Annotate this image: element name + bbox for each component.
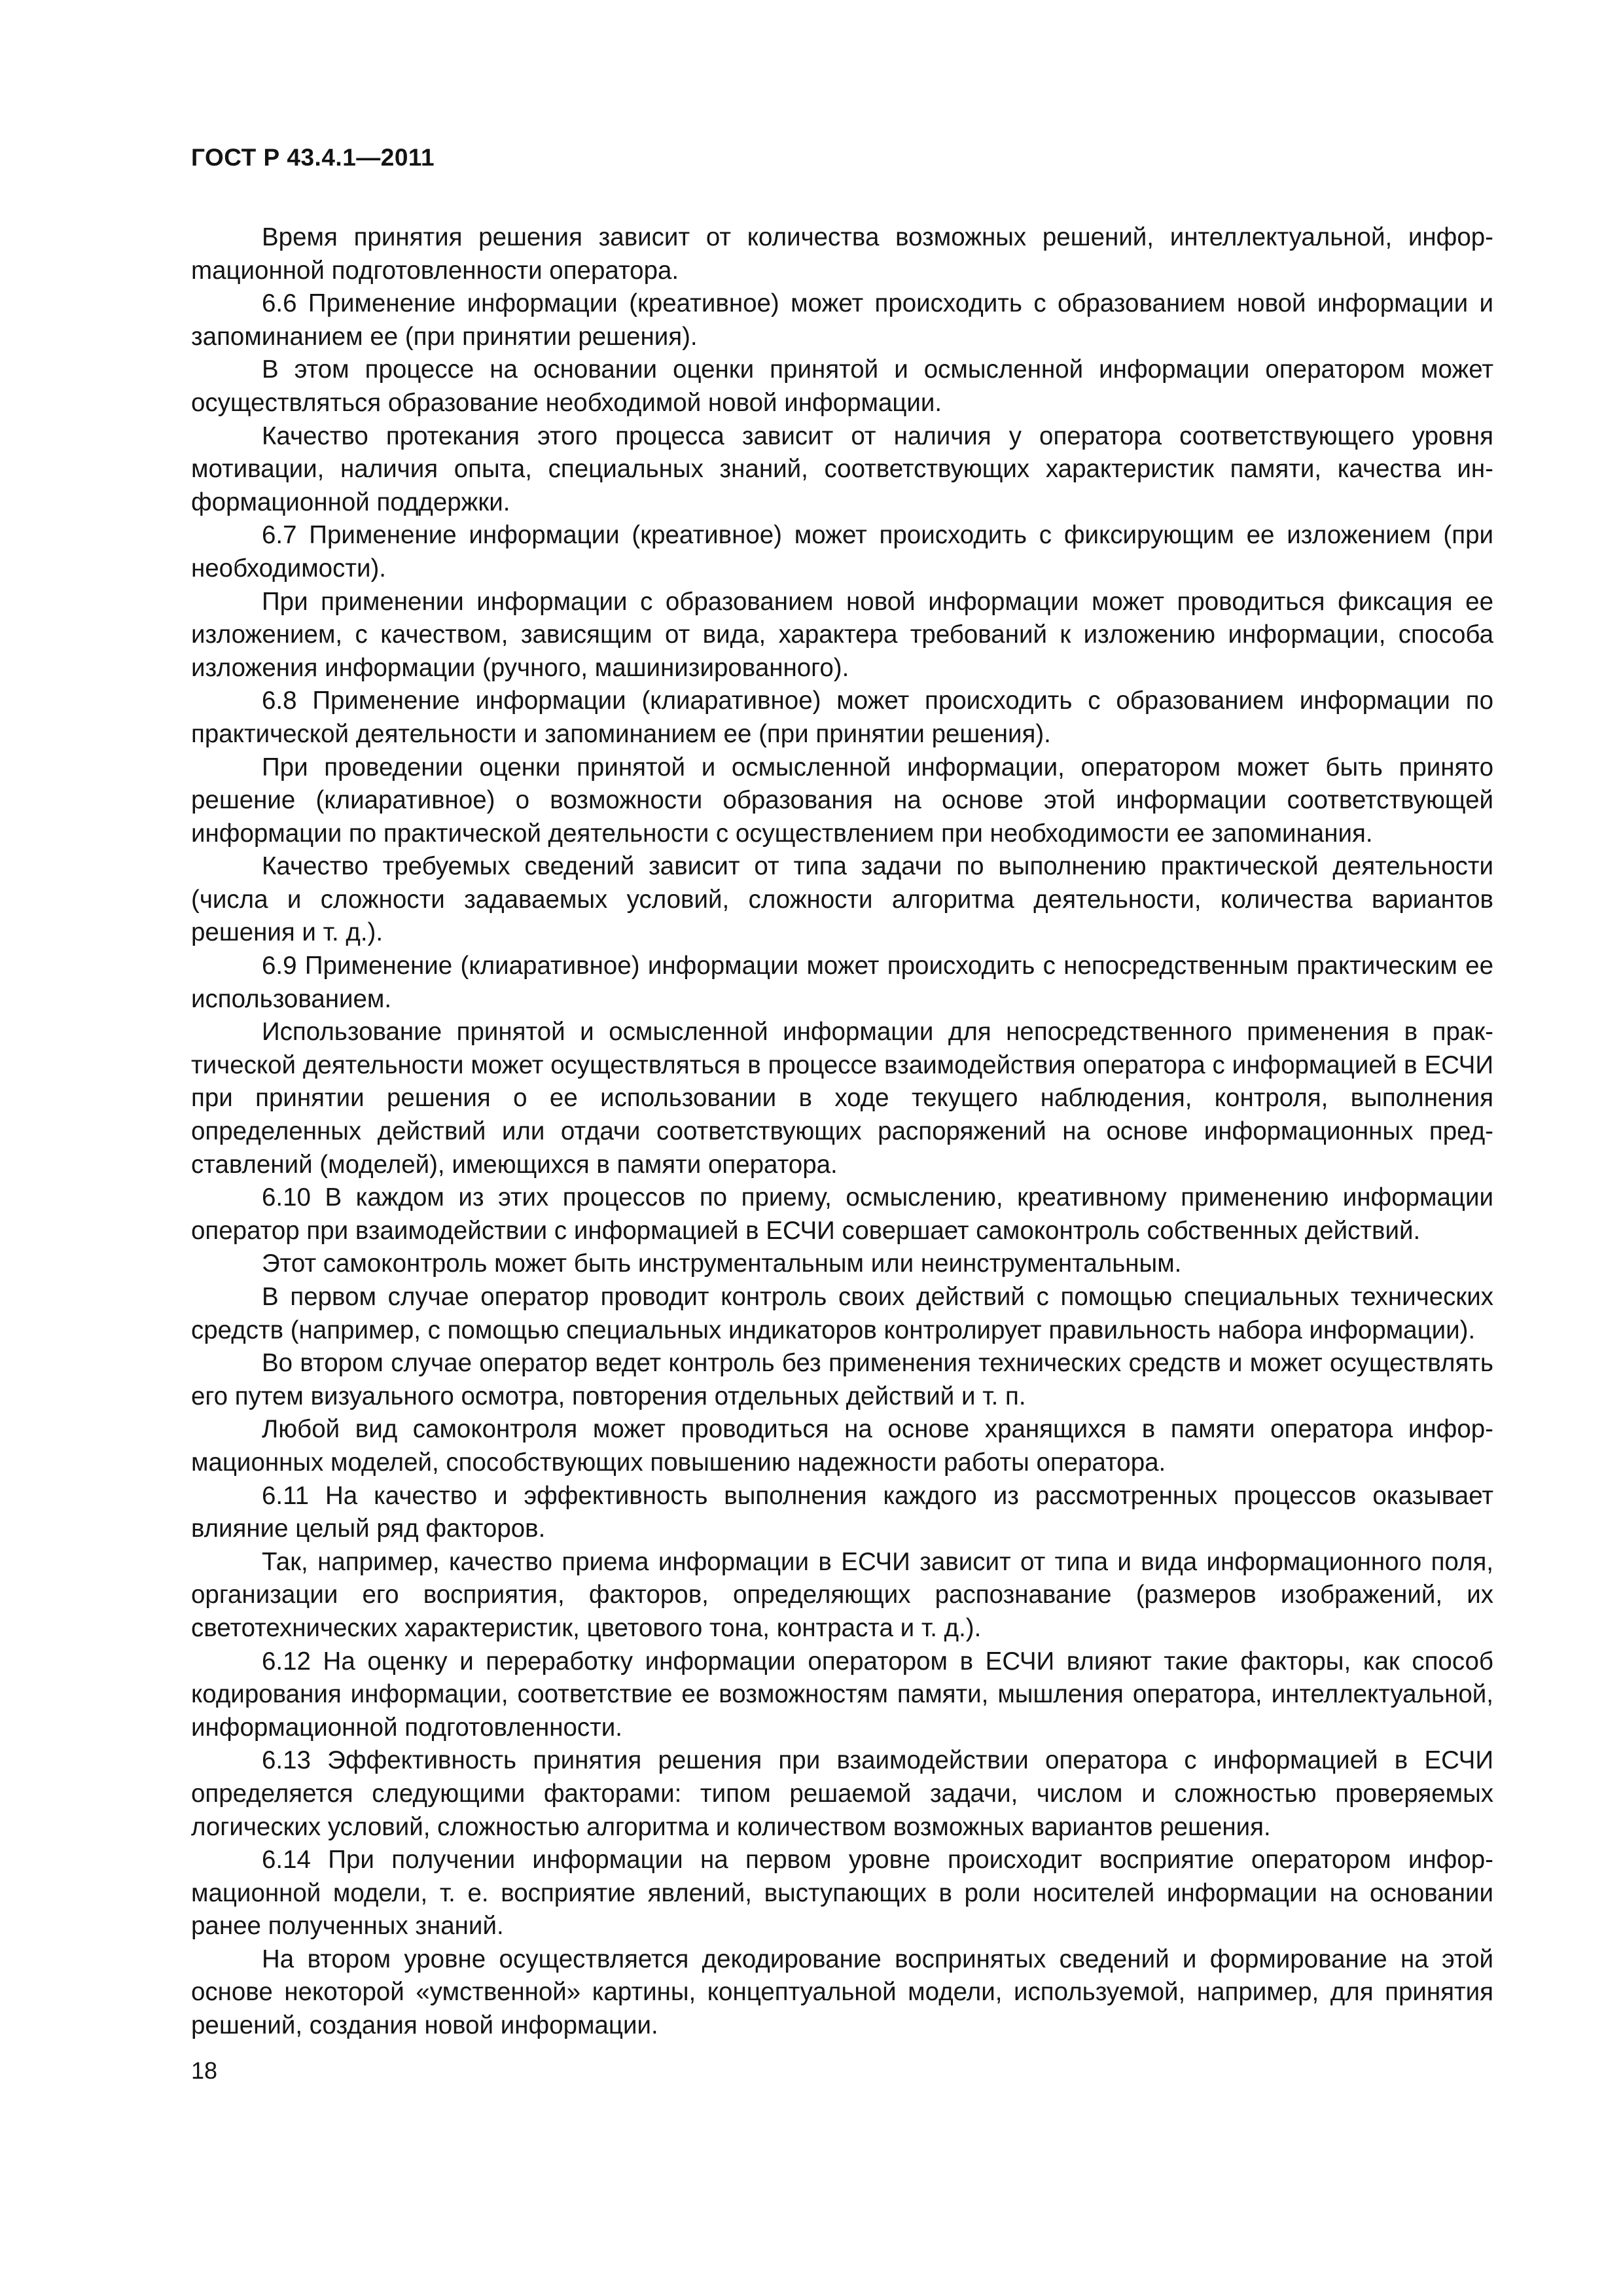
paragraph: Во втором случае оператор ведет контроль без применения технических средств и может осуществлять его путем визуального осмотра, повторения отдельных действий и т. п.	[191, 1349, 1493, 1410]
paragraph: 6.6 Применение информации (креативное) может происходить с образованием новой информации и запоминанием ее (при принятии решения).	[191, 289, 1493, 351]
paragraph: 6.11 На качество и эффективность выполнения каждого из рассмотренных процессов оказывает влияние целый ряд факторов.	[191, 1481, 1493, 1543]
standard-code-header: ГОСТ Р 43.4.1—2011	[191, 144, 435, 171]
paragraph: Любой вид самоконтроля может проводиться на основе хранящихся в памяти оператора информационных моделей, способствующих повышению надежности работы оператора.	[191, 1415, 1493, 1477]
paragraph: В первом случае оператор проводит контроль своих действий с помощью специальных технических средств (например, с помощью специальных индикаторов контролирует правильность набора информации).	[191, 1283, 1493, 1344]
paragraph: При применении информации с образованием новой информации может проводиться фиксация ее изложением, с качеством, зависящим от вида, характера требований к изложению информации, способа изложения информации (ручного, машинизированного).	[191, 587, 1493, 682]
paragraph: 6.9 Применение (клиаративное) информации может происходить с непосредственным практическим ее использованием.	[191, 952, 1493, 1013]
paragraph: При проведении оценки принятой и осмысленной информации, оператором может быть принято решение (клиаративное) о возможности образования на основе этой информации соответствующей информации по практической деятельности с осуществлением при необходимости ее запоминания.	[191, 753, 1493, 848]
paragraph: Использование принятой и осмысленной информации для непосредственного применения в практической деятельности может осуществляться в процессе взаимодействия оператора с информацией в ЕСЧИ при принятии решения о ее использовании в ходе текущего наблюдения, контроля, выполнения определенных действий или отдачи соответствующих распоряжений на основе информационных представлений (моделей), имеющихся в памяти оператора.	[191, 1018, 1493, 1179]
paragraph: 6.8 Применение информации (клиаративное) может происходить с образованием информации по практической деятельности и запоминанием ее (при принятии решения).	[191, 687, 1493, 748]
paragraph: 6.12 На оценку и переработку информации оператором в ЕСЧИ влияют такие факторы, как способ кодирования информации, соответствие ее возможностям памяти, мышления оператора, интеллектуальной, информационной подготовленности.	[191, 1647, 1493, 1742]
paragraph: Качество протекания этого процесса зависит от наличия у оператора соответствующего уровня мотивации, наличия опыта, специальных знаний, соответствующих характеристик памяти, качества информационной поддержки.	[191, 422, 1493, 516]
paragraph: В этом процессе на основании оценки принятой и осмысленной информации оператором может осуществляться образование необходимой новой информации.	[191, 355, 1493, 417]
paragraph: 6.13 Эффективность принятия решения при взаимодействии оператора с информацией в ЕСЧИ определяется следующими факторами: типом решаемой задачи, числом и сложностью проверяемых логических условий, сложностью алгоритма и количеством возможных вариантов решения.	[191, 1746, 1493, 1841]
paragraph: 6.10 В каждом из этих процессов по приему, осмыслению, креативному применению информации оператор при взаимодействии с информацией в ЕСЧИ совершает самоконтроль собственных действий.	[191, 1183, 1493, 1245]
paragraph: Этот самоконтроль может быть инструментальным или неинструментальным.	[262, 1249, 1182, 1278]
paragraph: Качество требуемых сведений зависит от типа задачи по выполнению практической деятельности (числа и сложности задаваемых условий, сложности алгоритма деятельности, количества вариантов решения и т. д.).	[191, 852, 1493, 947]
paragraph: 6.14 При получении информации на первом уровне происходит восприятие оператором информационной модели, т. е. восприятие явлений, выступающих в роли носителей информации на основании ранее полученных знаний.	[191, 1846, 1493, 1941]
paragraph: Так, например, качество приема информации в ЕСЧИ зависит от типа и вида информационного поля, организации его восприятия, факторов, определяющих распознавание (размеров изображений, их светотехнических характеристик, цветового тона, контраста и т. д.).	[191, 1547, 1493, 1642]
page-number: 18	[191, 2057, 218, 2084]
body-text	[191, 221, 1493, 2043]
paragraph: На втором уровне осуществляется декодирование воспринятых сведений и формирование на этой основе некоторой «умственной» картины, концептуальной модели, используемой, например, для принятия решений, создания новой информации.	[191, 1945, 1493, 2040]
paragraph: Время принятия решения зависит от количества возможных решений, интеллектуальной, инфорmационной подготовленности оператора.	[191, 223, 1493, 285]
paragraph: 6.7 Применение информации (креативное) может происходить с фиксирующим ее изложением (при необходимости).	[191, 521, 1493, 583]
